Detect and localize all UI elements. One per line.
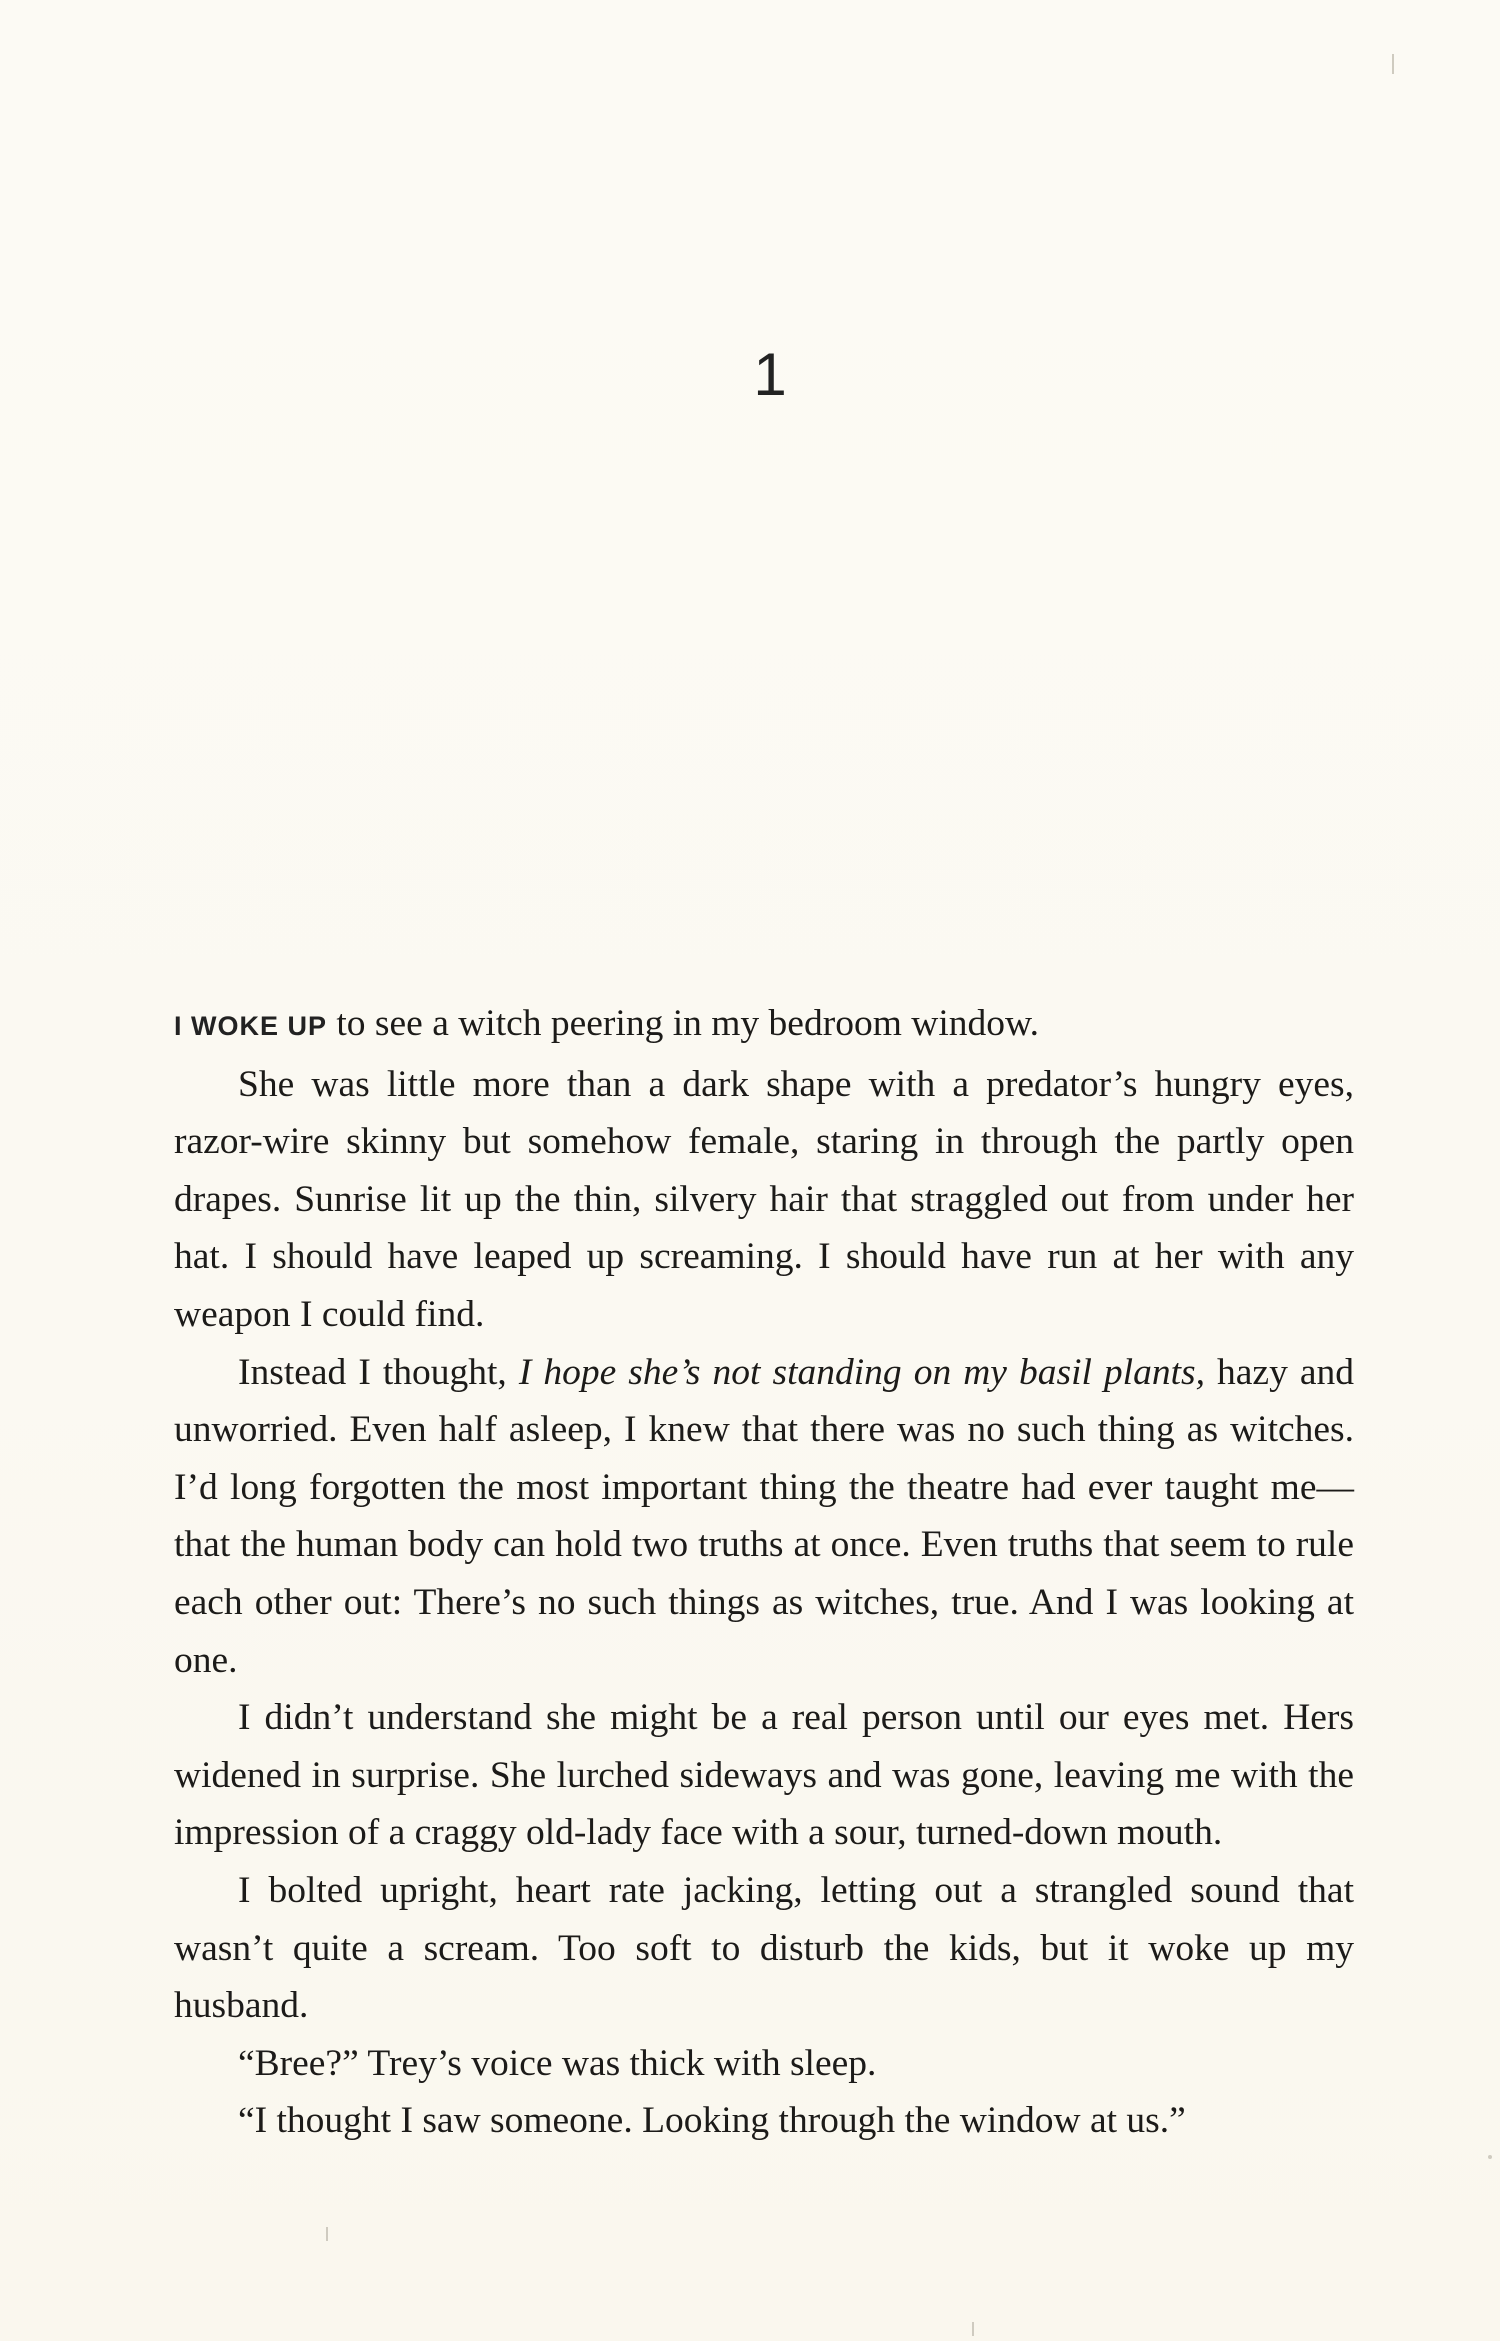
paragraph-text: hazy and unworried. Even half asleep, I knew that there was no such thing as witches. I’d long forgotten the most important thing the theatre had ever taught me—that the human body can hold two truths at once. Even truths that seem to rule each other out: There’s no such things as witches, true. And I was looking at one. <box>174 1351 1354 1681</box>
paragraph <box>174 995 1354 1056</box>
chapter-number: 1 <box>753 341 787 408</box>
paragraph <box>174 1344 1354 1690</box>
scan-speck <box>1392 54 1394 74</box>
paragraph-text: to see a witch peering in my bedroom window. <box>327 1003 1040 1044</box>
scan-speck <box>1488 2155 1492 2159</box>
paragraph: She was little more than a dark shape with a predator’s hungry eyes, razor-wire skinny but somehow female, staring in through the partly open drapes. Sunrise lit up the thin, silvery hair that straggled out from under her hat. I should have leaped up screaming. I should have run at her with any weapon I could find. <box>174 1063 1354 1335</box>
paragraph: I didn’t understand she might be a real person until our eyes met. Hers widened in surprise. She lurched sideways and was gone, leaving me with the impression of a craggy old-lady face with a sour, turned-down mouth. <box>174 1697 1354 1854</box>
paragraph-text: Instead I thought, <box>238 1351 519 1393</box>
paragraph: “Bree?” Trey’s voice was thick with sleep. <box>238 2042 877 2084</box>
paragraph: “I thought I saw someone. Looking through the window at us.” <box>238 2100 1186 2142</box>
paragraph: I bolted upright, heart rate jacking, letting out a strangled sound that wasn’t quite a scream. Too soft to disturb the kids, but it woke up my husband. <box>174 1869 1354 2027</box>
italic-thought: I hope she’s not standing on my basil plants, <box>518 1351 1205 1393</box>
lead-in-small-caps: I WOKE UP <box>174 1011 328 1041</box>
scan-speck <box>972 2322 974 2336</box>
scan-speck <box>326 2227 328 2241</box>
chapter-body <box>174 995 1354 2150</box>
